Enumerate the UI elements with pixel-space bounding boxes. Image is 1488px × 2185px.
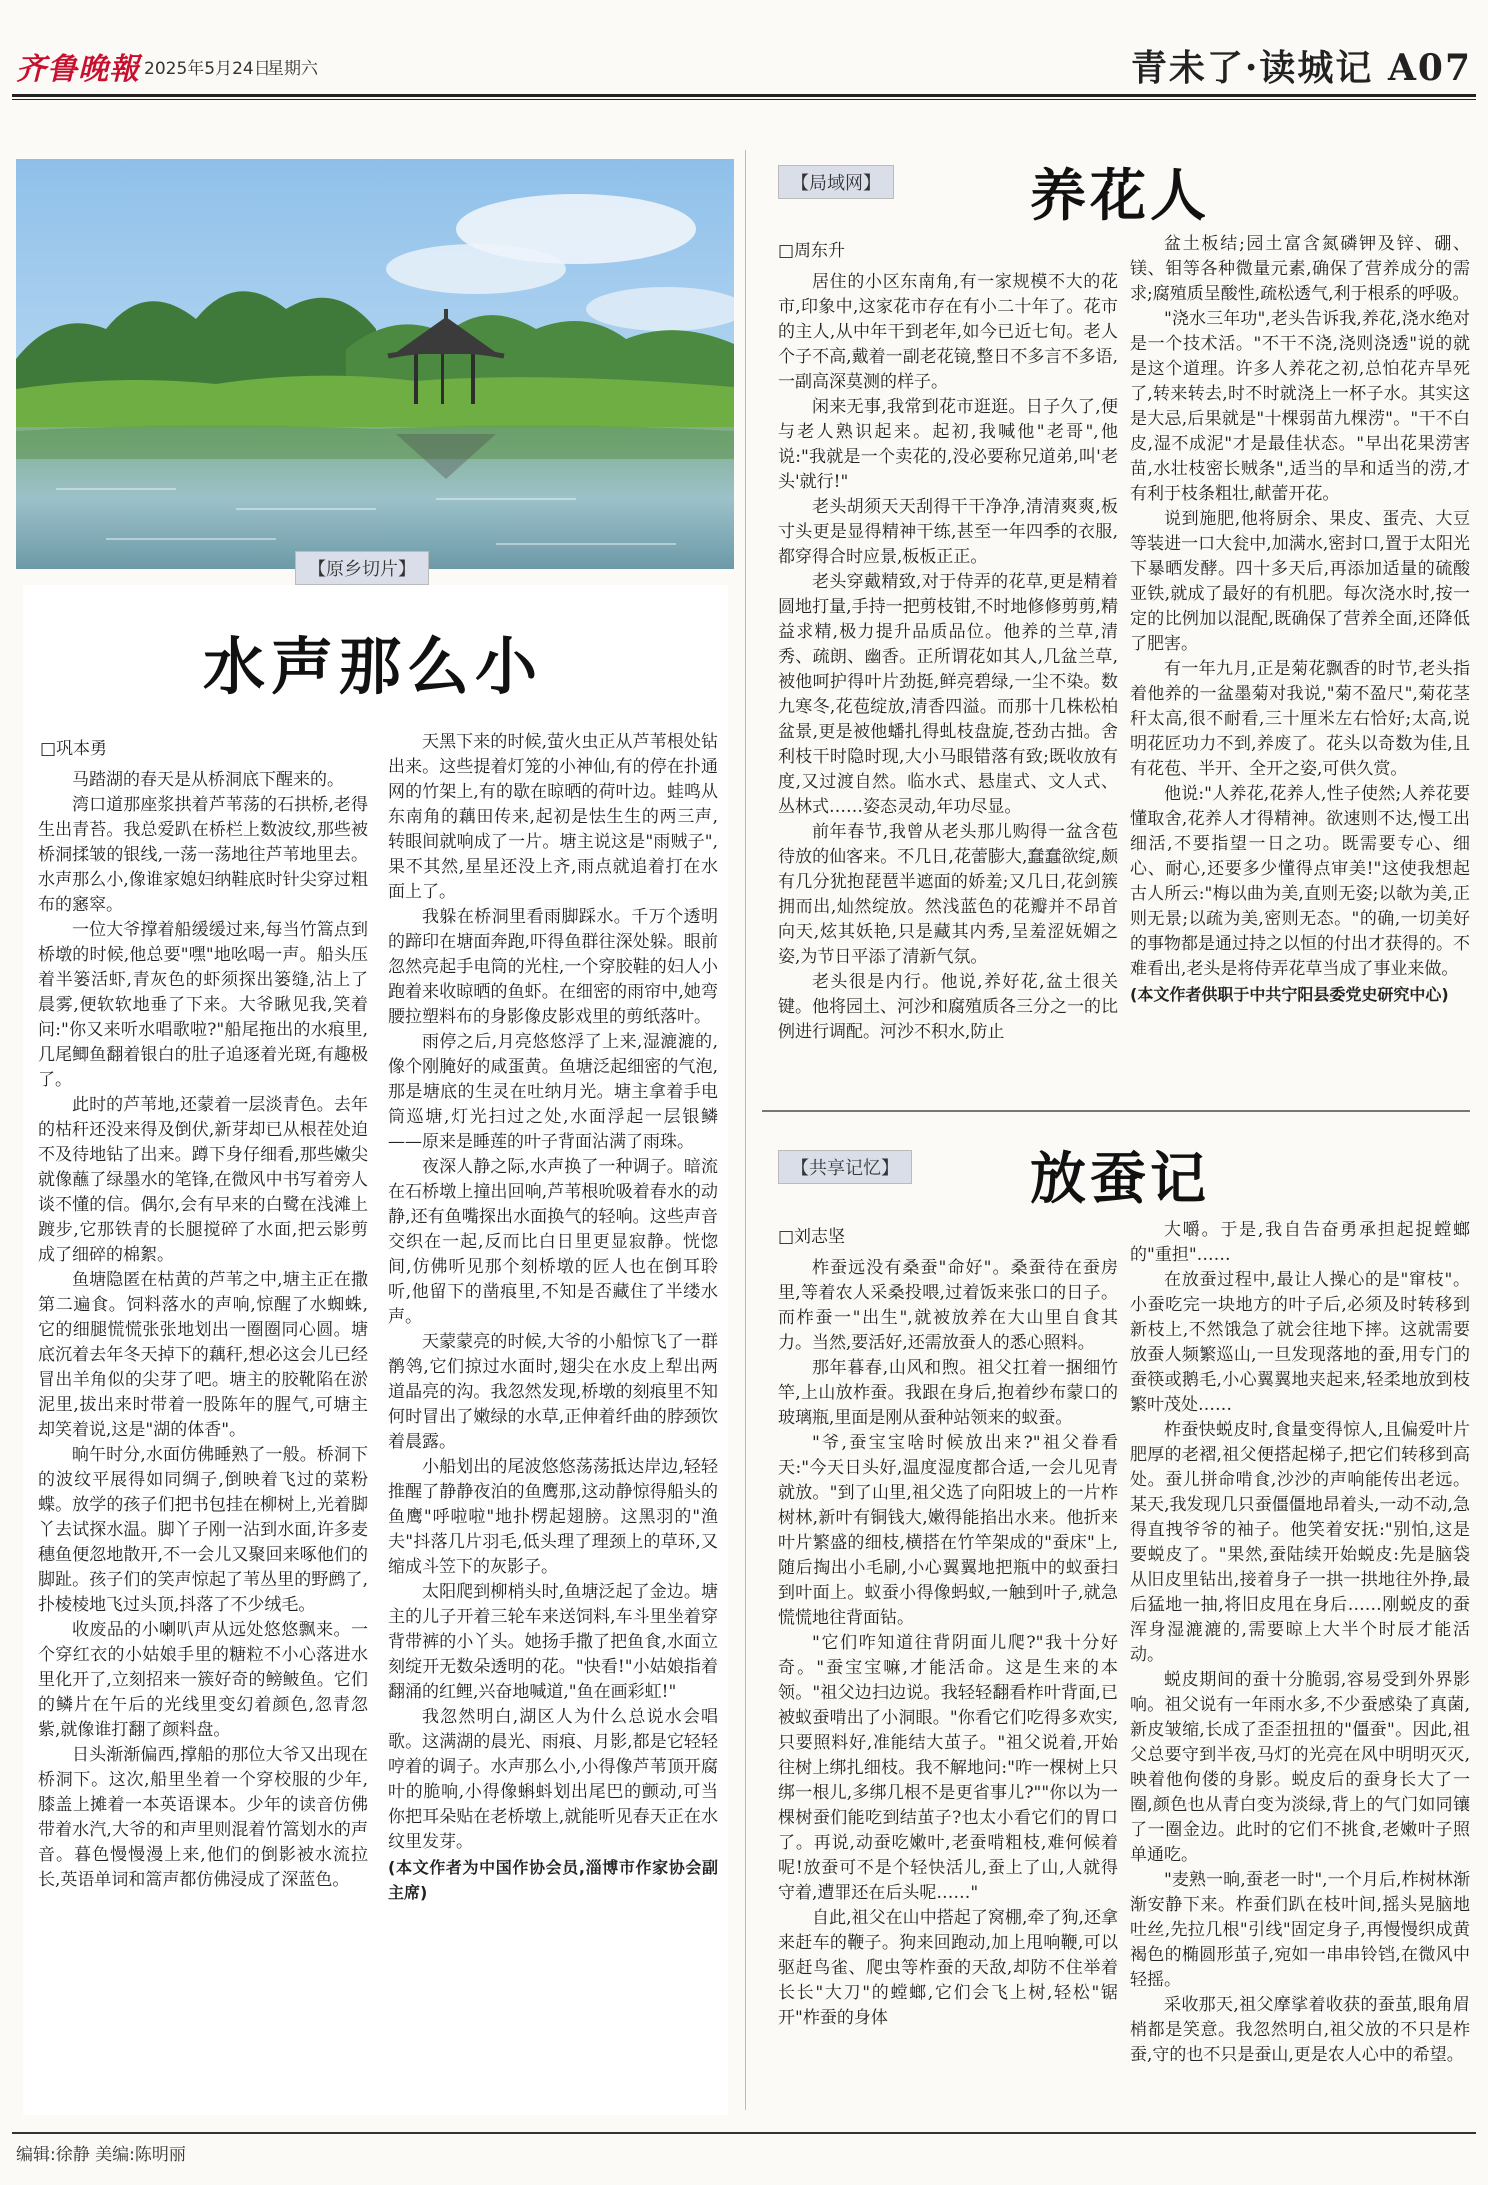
paragraph: 晌午时分,水面仿佛睡熟了一般。桥洞下的波纹平展得如同绸子,倒映着飞过的菜粉蝶。放学的孩子们把书包挂在柳树上,光着脚丫去试探水温。脚丫子刚一沾到水面,许多麦穗鱼便忽地散开,不一会儿又聚回来啄他们的脚趾。孩子们的笑声惊起了苇丛里的野鹧了,扑棱棱地飞过头顶,抖落了不少绒毛。 <box>38 1445 368 1615</box>
header-rule <box>12 94 1476 97</box>
article-author-gong: □巩本勇 <box>40 739 108 759</box>
column-badge-yuanxiang: 【原乡切片】 <box>295 551 429 585</box>
author-note: (本文作者为中国作协会员,淄博市作家协会副主席) <box>388 1858 718 1902</box>
paragraph: 老头很是内行。他说,养好花,盆土很关键。他将园土、河沙和腐殖质各三分之一的比例进行调配。河沙不积水,防止 <box>778 972 1118 1042</box>
paragraph: 马踏湖的春天是从桥洞底下醒来的。 <box>72 770 344 790</box>
issue-weekday: 星期六 <box>267 59 318 79</box>
paragraph: 天蒙蒙亮的时候,大爷的小船惊飞了一群鹡鸰,它们掠过水面时,翅尖在水皮上犁出两道晶亮的沟。我忽然发现,桥墩的刻痕里不知何时冒出了嫩绿的水草,正伸着纤曲的脖颈饮着晨露。 <box>388 1332 718 1452</box>
paragraph: 说到施肥,他将厨余、果皮、蛋壳、大豆等装进一口大瓮中,加满水,密封口,置于太阳光下暴晒发酵。四十多天后,再添加适量的硫酸亚铁,就成了最好的有机肥。每次浇水时,按一定的比例加以混配,既确保了营养全面,还降低了肥害。 <box>1130 509 1470 654</box>
paragraph: 柞蚕快蜕皮时,食量变得惊人,且偏爱叶片肥厚的老褶,祖父便搭起梯子,把它们转移到高处。蚕儿拼命啃食,沙沙的声响能传出老远。某天,我发现几只蚕僵僵地昂着头,一动不动,急得直拽爷爷的袖子。他笑着安抚:"别怕,这是要蜕皮了。"果然,蚕陆续开始蜕皮:先是脑袋从旧皮里钻出,接着身子一拱一拱地往外挣,最后猛地一抽,将旧皮甩在身后……刚蜕皮的蚕浑身湿漉漉的,需要晾上大半个时辰才能活动。 <box>1130 1420 1470 1665</box>
paragraph: 在放蚕过程中,最让人操心的是"窜枝"。小蚕吃完一块地方的叶子后,必须及时转移到新枝上,不然饿急了就会往地下摔。这就需要放蚕人频繁巡山,一旦发现落地的蚕,用专门的蚕筷或鹅毛,小心翼翼地夹起来,轻柔地放到枝繁叶茂处…… <box>1130 1270 1470 1415</box>
paragraph: 小船划出的尾波悠悠荡荡抵达岸边,轻轻推醒了静静夜泊的鱼鹰那,这动静惊得船头的鱼鹰"呼啦啦"地扑楞起翅膀。这黑羽的"渔夫"抖落几片羽毛,低头理了理颈上的草环,又缩成斗笠下的灰影子。 <box>388 1457 718 1577</box>
paragraph: "爷,蚕宝宝啥时候放出来?"祖父眷看天:"今天日头好,温度湿度都合适,一会儿见青就放。"到了山里,祖父选了向阳坡上的一片柞树林,新叶有铜钱大,嫩得能掐出水来。他折来叶片繁盛的细枝,横搭在竹竿架成的"蚕床"上,随后掏出小毛刷,小心翼翼地把瓶中的蚁蚕扫到叶面上。蚁蚕小得像蚂蚁,一触到叶子,就急慌慌地往背面钻。 <box>778 1433 1118 1628</box>
paragraph: 自此,祖父在山中搭起了窝棚,牵了狗,还拿来赶车的鞭子。狗来回跑动,加上甩响鞭,可以驱赶鸟雀、爬虫等柞蚕的天敌,却防不住举着长长"大刀"的螳螂,它们会飞上树,轻松"锯开"柞蚕的身体 <box>778 1908 1118 2028</box>
article-separator <box>762 1110 1470 1112</box>
masthead <box>12 38 1476 96</box>
paragraph: 鱼塘隐匿在枯黄的芦苇之中,塘主正在撒第二遍食。饲料落水的声响,惊醒了水蜘蛛,它的细腿慌慌张张地划出一圈圈同心圆。塘底沉着去年冬天掉下的藕秆,想必这会儿已经冒出羊角似的尖芽了吧。塘主的胶靴陷在淤泥里,拔出来时带着一股陈年的腥气,可塘主却笑着说,这是"湖的体香"。 <box>38 1270 368 1440</box>
paragraph: 日头渐渐偏西,撑船的那位大爷又出现在桥洞下。这次,船里坐着一个穿校服的少年,膝盖上摊着一本英语课本。少年的读音仿佛带着水汽,大爷的和声里则混着竹篙划水的声音。暮色慢慢漫上来,他们的倒影被水流拉长,英语单词和篙声都仿佛浸成了深蓝色。 <box>38 1745 368 1890</box>
right-top-col2 <box>1130 232 1470 1100</box>
left-article-col1 <box>38 768 368 2100</box>
article-author-zhou: □周东升 <box>778 241 846 261</box>
paragraph: 闲来无事,我常到花市逛逛。日子久了,便与老人熟识起来。起初,我喊他"老哥",他说:"我就是一个卖花的,没必要称兄道弟,叫'老头'就行!" <box>778 397 1118 492</box>
article-title-yanghuaren: 养花人 <box>1030 163 1210 229</box>
paragraph: 一位大爷撑着船缓缓过来,每当竹篙点到桥墩的时候,他总要"嘿"地吆喝一声。船头压着半篓活虾,青灰色的虾须探出篓缝,沾上了晨雾,便软软地垂了下来。大爷瞅见我,笑着问:"你又来听水唱歌啦?"船尾拖出的水痕里,几尾鲫鱼翻着银白的肚子追逐着光斑,有趣极了。 <box>38 920 368 1090</box>
issue-date: 2025年5月24日 <box>144 59 271 79</box>
paragraph: 太阳爬到柳梢头时,鱼塘泛起了金边。塘主的儿子开着三轮车来送饲料,车斗里坐着穿背带裤的小丫头。她扬手撒了把鱼食,水面立刻绽开无数朵透明的花。"快看!"小姑娘指着翻涌的红鲤,兴奋地喊道,"鱼在画彩虹!" <box>388 1582 718 1702</box>
column-badge-juyuwang: 【局域网】 <box>778 165 894 199</box>
paragraph: 老头穿戴精致,对于侍弄的花草,更是精着圆地打量,手持一把剪枝钳,不时地修修剪剪,精益求精,极力提升品质品位。他养的兰草,清秀、疏朗、幽香。正所谓花如其人,几盆兰草,被他呵护得叶片劲挺,鲜亮碧绿,一尘不染。数九寒冬,花苞绽放,清香四溢。而那十几株松柏盆景,更是被他蟠扎得虬枝盘旋,苍劲古拙。舍利枝干时隐时现,大小马眼错落有致;既收放有度,又过渡自然。临水式、悬崖式、文人式、丛林式……姿态灵动,年功尽显。 <box>778 572 1118 817</box>
paragraph: "浇水三年功",老头告诉我,养花,浇水绝对是一个技术活。"不干不浇,浇则浇透"说的就是这个道理。许多人养花之初,总怕花卉旱死了,转来转去,时不时就浇上一杯子水。其实这是大忌,后果就是"十棵弱苗九棵涝"。"干不白皮,湿不成泥"才是最佳状态。"早出花果涝害苗,水壮枝密长贼条",适当的旱和适当的涝,才有利于枝条粗壮,献蕾开花。 <box>1130 309 1470 504</box>
paragraph: 那年暮春,山风和煦。祖父扛着一捆细竹竿,上山放柞蚕。我跟在身后,抱着纱布蒙口的玻璃瓶,里面是刚从蚕种站领来的蚁蚕。 <box>778 1358 1118 1428</box>
paragraph: 我忽然明白,湖区人为什么总说水会唱歌。这满湖的晨光、雨痕、月影,都是它轻轻哼着的调子。水声那么小,小得像芦苇顶开腐叶的脆响,小得像蝌蚪划出尾巴的颤动,可当你把耳朵贴在老桥墩上,就能听见春天正在水纹里发芽。 <box>388 1707 718 1852</box>
footer-credits: 编辑:徐静 美编:陈明丽 <box>16 2145 186 2165</box>
paragraph: 雨停之后,月亮悠悠浮了上来,湿漉漉的,像个刚腌好的咸蛋黄。鱼塘泛起细密的气泡,那是塘底的生灵在吐纳月光。塘主拿着手电筒巡塘,灯光扫过之处,水面浮起一层银鳞——原来是睡莲的叶子背面沾满了雨珠。 <box>388 1032 718 1152</box>
footer-rule <box>12 2132 1476 2134</box>
paragraph: 蜕皮期间的蚕十分脆弱,容易受到外界影响。祖父说有一年雨水多,不少蚕感染了真菌,新皮皱缩,长成了歪歪扭扭的"僵蚕"。因此,祖父总要守到半夜,马灯的光亮在风中明明灭灭,映着他佝偻的身影。蜕皮后的蚕身长大了一圈,颜色也从青白变为淡绿,背上的气门如同镶了一圈金边。此时的它们不挑食,老嫩叶子照单通吃。 <box>1130 1670 1470 1865</box>
paragraph: 前年春节,我曾从老头那儿购得一盆含苞待放的仙客来。不几日,花蕾膨大,蠢蠢欲绽,颇有几分犹抱琵琶半遮面的娇羞;又几日,花剑簇拥而出,灿然绽放。然浅蓝色的花瓣并不昂首向天,炫其妖艳,只是藏其内秀,呈羞涩妩媚之姿,为节日平添了清新气氛。 <box>778 822 1118 967</box>
paragraph: 老头胡须天天刮得干干净净,清清爽爽,板寸头更是显得精神干练,甚至一年四季的衣服,都穿得合时应景,板板正正。 <box>778 497 1118 567</box>
paragraph: 收废品的小喇叭声从远处悠悠飘来。一个穿红衣的小姑娘手里的糖粒不小心落进水里化开了,立刻招来一簇好奇的鳑鲏鱼。它们的鳞片在午后的光线里变幻着颜色,忽青忽紫,就像谁打翻了颜料盘。 <box>38 1620 368 1740</box>
header-rule-thin <box>12 99 1476 100</box>
right-bottom-col2 <box>1130 1218 1470 2108</box>
author-note: (本文作者供职于中共宁阳县委党史研究中心) <box>1130 985 1449 1004</box>
paragraph: 此时的芦苇地,还蒙着一层淡青色。去年的枯秆还没来得及倒伏,新芽却已从根茬处迫不及待地钻了出来。蹲下身仔细看,那些嫩尖就像蘸了绿墨水的笔锋,在微风中书写着旁人谈不懂的信。偶尔,会有早来的白鹭在浅滩上踱步,它那铁青的长腿搅碎了水面,把云影剪成了细碎的棉絮。 <box>38 1095 368 1265</box>
column-badge-gongxiang: 【共享记忆】 <box>778 1150 912 1184</box>
paragraph: 盆土板结;园土富含氮磷钾及锌、硼、镁、钼等各种微量元素,确保了营养成分的需求;腐殖质呈酸性,疏松透气,利于根系的呼吸。 <box>1130 234 1470 304</box>
paragraph: 大嚼。于是,我自告奋勇承担起捉螳螂的"重担"…… <box>1130 1220 1470 1265</box>
paragraph: 柞蚕远没有桑蚕"命好"。桑蚕待在蚕房里,等着农人采桑投喂,过着饭来张口的日子。而柞蚕一"出生",就被放养在大山里自食其力。当然,要活好,还需放蚕人的悉心照料。 <box>778 1258 1118 1353</box>
article-author-liu: □刘志坚 <box>778 1227 846 1247</box>
newspaper-logo: 齐鲁晚報 <box>16 52 140 87</box>
column-divider <box>745 150 746 2110</box>
page-name: 青未了·读城记 A07 <box>1130 47 1472 89</box>
lake-pavilion-photo <box>16 159 734 569</box>
article-title-fangcan: 放蚕记 <box>1030 1146 1210 1212</box>
paragraph: 居住的小区东南角,有一家规模不大的花市,印象中,这家花市存在有小二十年了。花市的主人,从中年干到老年,如今已近七旬。老人个子不高,戴着一副老花镜,整日不多言不多语,一副高深莫测的样子。 <box>778 272 1118 392</box>
paragraph: 采收那天,祖父摩挲着收获的蚕茧,眼角眉梢都是笑意。我忽然明白,祖父放的不只是柞蚕,守的也不只是蚕山,更是农人心中的希望。 <box>1130 1995 1470 2065</box>
paragraph: 湾口道那座浆拱着芦苇荡的石拱桥,老得生出青苔。我总爱趴在桥栏上数波纹,那些被桥洞揉皱的银线,一荡一荡地往芦苇地里去。水声那么小,像谁家媳妇纳鞋底时针尖穿过粗布的窸窣。 <box>38 795 368 915</box>
paragraph: 我躲在桥洞里看雨脚踩水。千万个透明的蹄印在塘面奔跑,吓得鱼群往深处躲。眼前忽然亮起手电筒的光柱,一个穿胶鞋的妇人小跑着来收晾晒的鱼虾。在细密的雨帘中,她弯腰拉塑料布的身影像皮影戏里的剪纸落叶。 <box>388 907 718 1027</box>
left-article-col2 <box>388 730 718 2100</box>
paragraph: 天黑下来的时候,萤火虫正从芦苇根处钻出来。这些提着灯笼的小神仙,有的停在扑通网的竹架上,有的歇在晾晒的荷叶边。蛙鸣从东南角的藕田传来,起初是怯生生的两三声,转眼间就响成了一片。塘主说这是"雨贼子",果不其然,星星还没上齐,雨点就追着打在水面上了。 <box>388 732 718 902</box>
article-title-shuisheng: 水声那么小 <box>203 630 544 703</box>
paragraph: "它们咋知道往背阴面儿爬?"我十分好奇。"蚕宝宝嘛,才能活命。这是生来的本领。"祖父边扫边说。我轻轻翻看柞叶背面,已被蚁蚕啃出了小洞眼。"你看它们吃得多欢实,只要照料好,准能结大茧子。"祖父说着,开始往树上绑扎细枝。我不解地问:"咋一棵树上只绑一根儿,多绑几根不是更省事儿?""你以为一棵树蚕们能吃到结茧子?也太小看它们的胃口了。再说,动蚕吃嫩叶,老蚕啃粗枝,难何候着呢!放蚕可不是个轻快活儿,蚕上了山,人就得守着,遭罪还在后头呢……" <box>778 1633 1118 1903</box>
paragraph: 有一年九月,正是菊花飘香的时节,老头指着他养的一盆墨菊对我说,"菊不盈尺",菊花茎秆太高,很不耐看,三十厘米左右恰好;太高,说明花匠功力不到,养废了。花头以奇数为佳,且有花苞、半开、全开之姿,可供久赏。 <box>1130 659 1470 779</box>
right-bottom-col1 <box>778 1256 1118 2108</box>
paragraph: 夜深人静之际,水声换了一种调子。暗流在石桥墩上撞出回响,芦苇根吮吸着春水的动静,还有鱼嘴探出水面换气的轻响。这些声音交织在一起,反而比白日里更显寂静。恍惚间,仿佛听见那个刻桥墩的匠人也在倒耳聆听,他留下的凿痕里,不知是否藏住了半缕水声。 <box>388 1157 718 1327</box>
right-top-col1 <box>778 270 1118 1100</box>
paragraph: 他说:"人养花,花养人,性子使然;人养花要懂取舍,花养人才得精神。欲速则不达,慢工出细活,不要指望一日之功。既需要专心、细心、耐心,还要多少懂得点审美!"这使我想起古人所云:"梅以曲为美,直则无姿;以欹为美,正则无景;以疏为美,密则无态。"的确,一切美好的事物都是通过持之以恒的付出才获得的。不难看出,老头是将侍弄花草当成了事业来做。 <box>1130 784 1470 979</box>
paragraph: "麦熟一晌,蚕老一时",一个月后,柞树林渐渐安静下来。柞蚕们趴在枝叶间,摇头晃脑地吐丝,先拉几根"引线"固定身子,再慢慢织成黄褐色的椭圆形茧子,宛如一串串铃铛,在微风中轻摇。 <box>1130 1870 1470 1990</box>
